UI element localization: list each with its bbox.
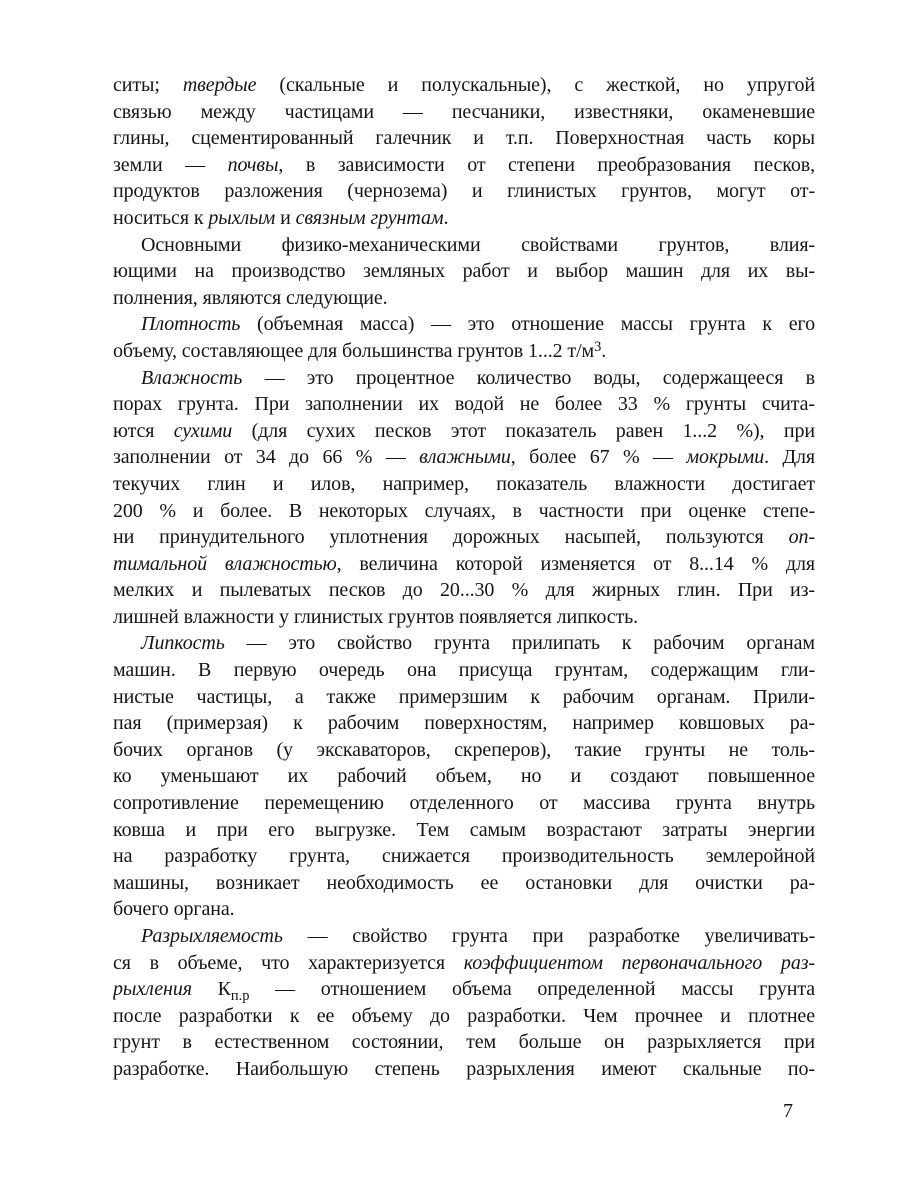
italic-text: сухими [173,419,233,442]
text-segment: К [191,978,231,1001]
text-segment: грунт в естественном состоянии, тем больше он разрыхляется при [113,1031,815,1054]
paragraph [113,72,815,232]
text-segment: ются [113,419,174,442]
italic-text: мокрыми [686,446,765,469]
text-segment: на разработку грунта, снижается производительность землеройной [113,845,815,868]
text-segment: , величина которой изменяется от 8...14 % для [336,552,815,575]
text-segment: заполнении от 34 до 66 % — [113,446,420,469]
text-line [113,657,815,684]
italic-text: коэффициентом первоначального раз- [463,951,815,974]
text-segment: Основными физико-механическими свойствами грунтов, влия- [141,233,815,256]
text-segment: машины, возникает необходимость ее остановки для очистки ра- [113,871,815,894]
text-line [113,551,815,578]
text-segment: ситы; [113,74,183,96]
text-line [113,790,815,817]
text-line [113,178,815,205]
text-line [113,923,815,950]
text-segment: носиться к [113,206,209,229]
text-line [113,444,815,471]
text-segment: ющими на производство земляных работ и выбор машин для их вы- [113,260,815,283]
text-line [113,99,815,126]
text-segment: бочих органов (у экскаваторов, скреперов), такие грунты не толь- [113,738,815,761]
text-line [113,311,815,338]
text-segment: (для сухих песков этот показатель равен 1...2 %), при [232,419,815,442]
text-segment: порах грунта. При заполнении их водой не более 33 % грунты счита- [113,393,815,416]
text-line [113,843,815,870]
text-segment: . [601,339,607,362]
text-segment: , более 67 % — [510,446,687,469]
text-segment: (скальные и полускальные), с жесткой, но упругой [256,74,815,96]
text-line [113,365,815,392]
text-segment: текучих глин и илов, например, показатель влажности достигает [113,472,815,495]
text-line [113,1003,815,1030]
text-segment: объему, составляющее для большинства грунтов 1...2 т/м [113,339,595,362]
text-line [113,258,815,285]
text-line [113,870,815,897]
text-segment: лишней влажности у глинистых грунтов появляется липкость. [113,605,639,628]
paragraph [113,311,815,364]
italic-text: Плотность [141,313,241,336]
text-line [113,391,815,418]
text-line [113,125,815,152]
text-line [113,737,815,764]
text-segment: — это свойство грунта прилипать к рабочим органам [224,632,815,655]
text-segment: (объемная масса) — это отношение массы грунта к его [240,313,815,336]
italic-text: почвы [227,153,279,176]
text-block [113,72,815,1083]
italic-text: связным грунтам [295,206,444,229]
text-segment: . Для [764,446,815,469]
text-segment: продуктов разложения (чернозема) и глинистых грунтов, могут от- [113,180,815,203]
text-segment: нистые частицы, а также примерзшим к рабочим органам. Прили- [113,685,815,708]
paragraph [113,923,815,1083]
italic-text: Разрыхляемость [141,925,283,947]
text-segment: — свойство грунта при разработке увеличивать- [282,925,815,947]
italic-text: тимальной влажностью [113,552,337,575]
text-line [113,1056,815,1083]
paragraph [113,630,815,923]
text-segment: — это процентное количество воды, содержащееся в [242,366,815,389]
text-line [113,232,815,259]
text-line [113,524,815,551]
superscript-text: 3 [594,339,602,356]
text-line [113,498,815,525]
italic-text: оп- [788,526,815,549]
text-line [113,710,815,737]
text-segment: ковша и при его выгрузке. Тем самым возрастают затраты энергии [113,818,815,841]
text-line [113,1029,815,1056]
text-line [113,152,815,179]
italic-text: Влажность [141,366,243,389]
text-line [113,338,815,365]
text-line [113,763,815,790]
text-segment: глины, сцементированный галечник и т.п. Поверхностная часть коры [113,127,815,150]
text-line [113,285,815,312]
italic-text: рыхления [113,978,192,1001]
italic-text: Липкость [141,632,225,655]
italic-text: твердые [182,74,257,96]
text-segment: ся в объеме, что характеризуется [113,951,464,974]
text-line [113,817,815,844]
text-line [113,604,815,631]
text-segment: 200 % и более. В некоторых случаях, в частности при оценке степе- [113,499,815,522]
text-line [113,684,815,711]
text-segment: связью между частицами — песчаники, известняки, окаменевшие [113,100,815,123]
text-line [113,950,815,977]
text-segment: , в зависимости от степени преобразования песков, [278,153,815,176]
text-segment: земли — [113,153,228,176]
text-segment: мелких и пылеватых песков до 20...30 % для жирных глин. При из- [113,579,815,602]
text-segment: ко уменьшают их рабочий объем, но и создают повышенное [113,765,815,788]
text-segment: бочего органа. [113,898,235,921]
text-line [113,205,815,232]
text-segment: машин. В первую очередь она присуща грунтам, содержащим гли- [113,659,815,682]
page-number: 7 [783,1100,793,1122]
text-segment: . [443,206,449,229]
paragraph [113,365,815,631]
text-line [113,577,815,604]
italic-text: влажными [419,446,511,469]
italic-text: рыхлым [208,206,276,229]
text-segment: — отношением объема определенной массы грунта [249,978,815,1001]
text-segment: ни принудительного уплотнения дорожных насыпей, пользуются [113,526,789,549]
text-segment: полнения, являются следующие. [113,286,388,309]
text-line [113,418,815,445]
text-segment: и [275,206,296,229]
text-line [113,630,815,657]
text-line [113,72,815,99]
paragraph [113,232,815,312]
text-segment: после разработки к ее объему до разработки. Чем прочнее и плотнее [113,1004,815,1027]
text-line [113,896,815,923]
text-segment: разработке. Наибольшую степень разрыхления имеют скальные по- [113,1057,815,1080]
subscript-text: п.р [230,987,250,1003]
text-line [113,976,815,1003]
text-segment: сопротивление перемещению отделенного от массива грунта внутрь [113,792,815,815]
text-segment: пая (примерзая) к рабочим поверхностям, например ковшовых ра- [113,712,815,735]
text-line [113,471,815,498]
